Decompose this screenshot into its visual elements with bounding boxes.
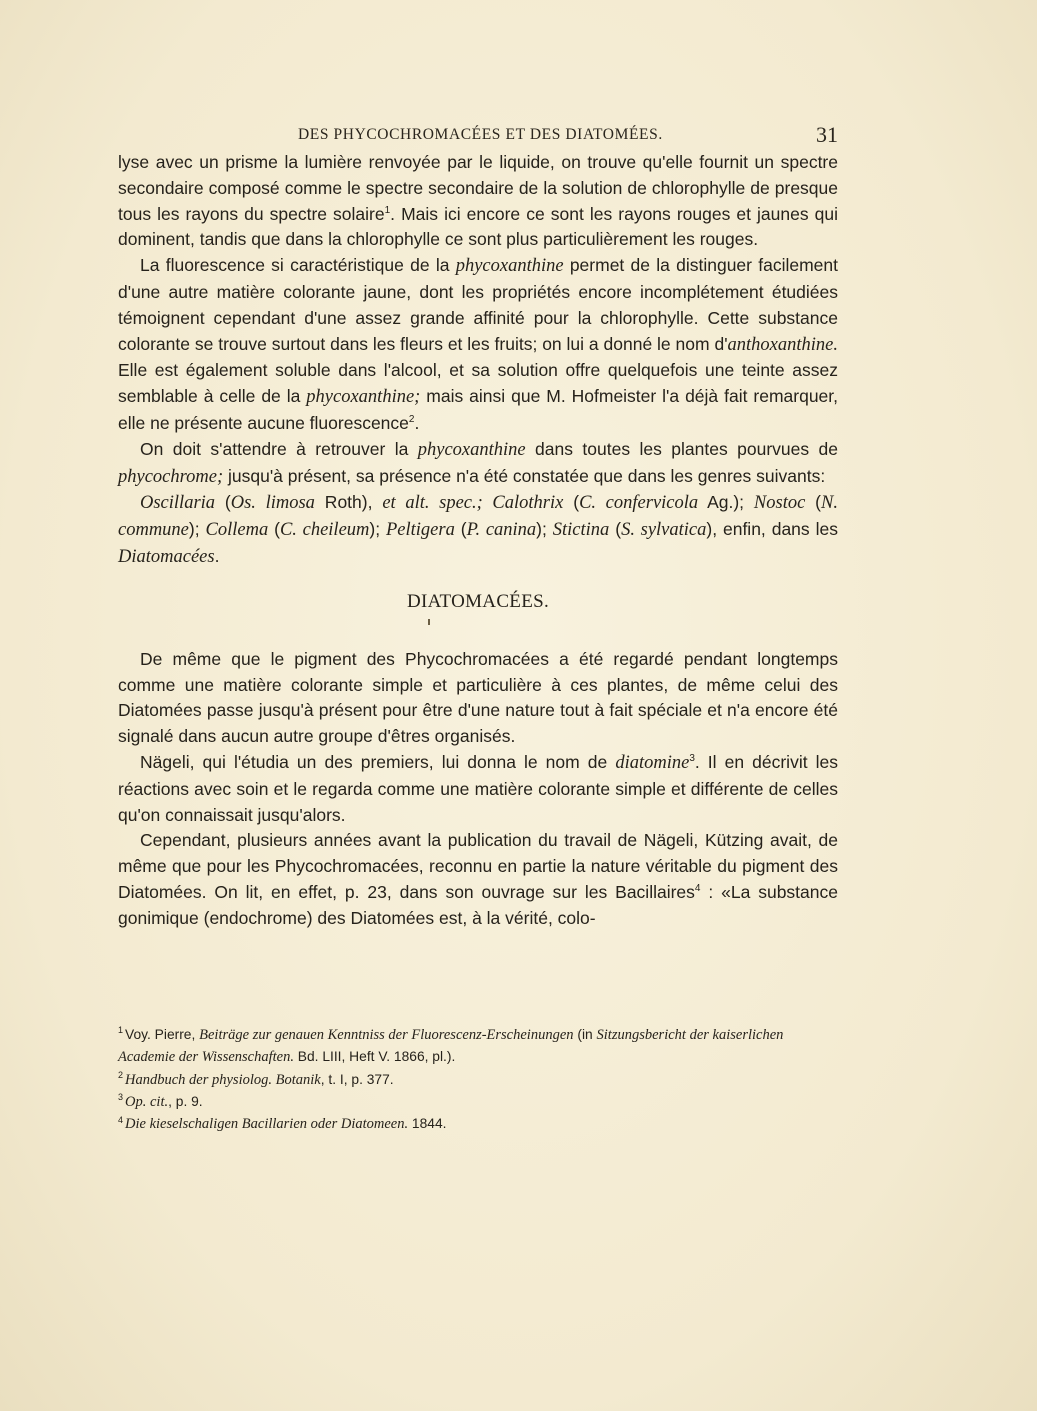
footnote-1: $^1$ Voy. Pierre, Beiträge zur genauen Kenntniss der Fluorescenz-Erscheinungen (in Sitzungsbericht der kaiserlichen Academie der Wissenschaften. Bd. LIII, Heft V. 1866, pl.). [118,1025,784,1066]
paragraph-1: lyse avec un prisme la lumière renvoyée par le liquide, on trouve qu'elle fournit un spectre secondaire composé comme le spectre secondaire de la solution de chlorophylle de presque tous les rayons du spectre solaire$^1$. Mais ici encore ce sont les rayons rouges et jaunes qui dominent, tandis que dans la chlorophylle ce sont plus particulièrement les rouges. [118,152,838,250]
running-title: DES PHYCOCHROMACÉES ET DES DIATOMÉES. [298,126,663,143]
genera-list: Oscillaria (Os. limosa Roth), et alt. spec.; Calothrix (C. confervicola Ag.); Nostoc (N. commune); Collema (C. cheileum); Peltigera (P. canina); Stictina (S. sylvatica), enfin, dans les Diatomacées. [118,492,838,567]
body-text [118,150,838,932]
section-heading: DIATOMACÉES. [118,589,838,635]
footnote-ref-1: 1 [384,204,391,216]
footnotes [118,1024,838,1135]
running-head [118,124,838,152]
footnote-4: $^4$ Die kieselschaligen Bacillarien oder Diatomeen. 1844. [118,1114,447,1133]
footnote-3: $^3$ Op. cit., p. 9. [118,1092,203,1110]
footnote-2: $^2$ Handbuch der physiolog. Botanik, t. I, p. 377. [118,1070,394,1088]
paragraph-3: On doit s'attendre à retrouver la phycoxanthine dans toutes les plantes pourvues de phycochrome; jusqu'à présent, sa présence n'a été constatée que dans les genres suivants: [118,438,838,487]
printing-mark [428,619,430,625]
footnote-ref-4: 4 [694,883,701,895]
paragraph-2: La fluorescence si caractéristique de la phycoxanthine permet de la distinguer facilement d'une autre matière colorante jaune, dont les propriétés encore incomplétement étudiées témoignent cependant d'une assez grande affinité pour la chlorophylle. Cette substance colorante se trouve surtout dans les fleurs et les fruits; on lui a donné le nom d'anthoxanthine. Elle est également soluble dans l'alcool, et sa solution offre quelquefois une teinte assez semblable à celle de la phycoxanthine; mais ainsi que M. Hofmeister l'a déjà fait remarquer, elle ne présente aucune fluorescence$^2$. [118,255,839,433]
footnote-ref-2: 2 [408,414,415,426]
paragraph-6: Nägeli, qui l'étudia un des premiers, lui donna le nom de diatomine$^3$. Il en décrivit les réactions avec soin et le regarda comme une matière colorante simple et différente de celles qu'on connaissait jusqu'alors. [118,751,838,825]
page-number: 31 [816,122,838,147]
paragraph-7: Cependant, plusieurs années avant la publication du travail de Nägeli, Kützing avait, de même que pour les Phycochromacées, reconnu en partie la nature véritable du pigment des Diatomées. On lit, en effet, p. 23, dans son ouvrage sur les Bacillaires$^4$ : «La substance gonimique (endochrome) des Diatomées est, à la vérité, colo- [118,830,838,928]
paragraph-5: De même que le pigment des Phycochromacées a été regardé pendant longtemps comme une matière colorante simple et particulière à ces plantes, de même celui des Diatomées passe jusqu'à présent pour être d'une nature tout à fait spéciale et n'a encore été signalé dans aucun autre groupe d'êtres organisés. [118,648,838,747]
footnote-ref-3: 3 [689,753,695,765]
